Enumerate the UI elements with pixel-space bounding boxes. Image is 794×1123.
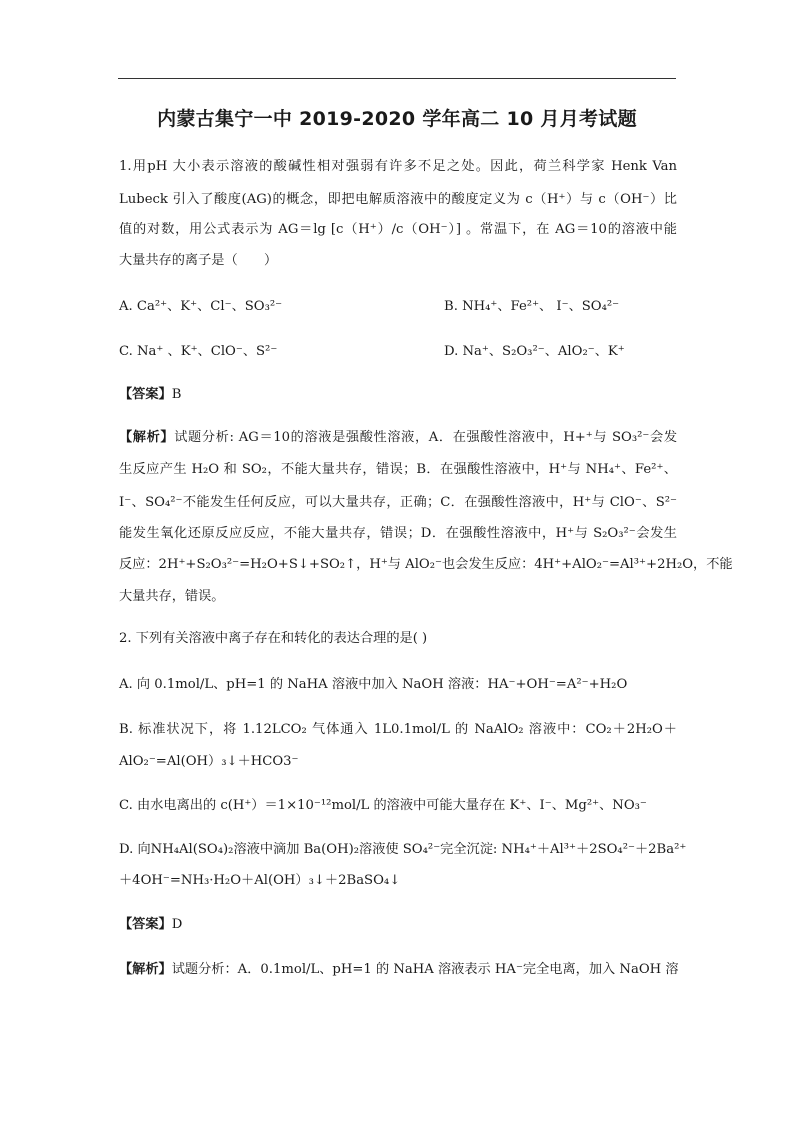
q2-analysis-text-1: 试题分析：A．0.1mol/L、pH=1 的 NaHA 溶液表示 HA⁻完全电离，加入 NaOH 溶: [171, 962, 679, 977]
q1-analysis-line-1: [119, 428, 677, 448]
q2-option-d-line-1: D. 向NH₄Al(SO₄)₂溶液中滴加 Ba(OH)₂溶液使 SO₄²⁻完全沉淀: NH₄⁺＋Al³⁺＋2SO₄²⁻＋2Ba²⁺: [119, 842, 687, 857]
q1-option-b: B. NH₄⁺、Fe²⁺、 I⁻、SO₄²⁻: [444, 299, 620, 314]
q2-option-c: C. 由水电离出的 c(H⁺）＝1×10⁻¹²mol/L 的溶液中可能大量存在 K⁺、I⁻、Mg²⁺、NO₃⁻: [119, 798, 647, 813]
q1-analysis-tag: 【解析】: [119, 430, 175, 445]
q1-option-d: D. Na⁺、S₂O₃²⁻、AlO₂⁻、K⁺: [444, 344, 625, 359]
page-title: 内蒙古集宁一中 2019-2020 学年高二 10 月月考试题: [157, 108, 637, 130]
q1-analysis-line-4: 能发生氧化还原反应反应，不能大量共存，错误；D．在强酸性溶液中，H⁺与 S₂O₃²⁻会发生: [119, 526, 677, 541]
q2-stem: 2. 下列有关溶液中离子存在和转化的表达合理的是( ): [119, 631, 428, 646]
q1-answer-value: B: [171, 387, 182, 402]
q1-stem-line-3: 值的对数，用公式表示为 AG＝lg [c（H⁺）/c（OH⁻）] 。常温下，在 AG＝10的溶液中能: [119, 222, 677, 237]
q2-analysis-tag: 【解析】: [119, 962, 172, 977]
q1-analysis-line-5: 反应：2H⁺+S₂O₃²⁻=H₂O+S↓+SO₂↑，H⁺与 AlO₂⁻也会发生反应：4H⁺+AlO₂⁻=Al³⁺+2H₂O，不能: [119, 557, 733, 572]
q2-option-d-line-2: ＋4OH⁻=NH₃·H₂O＋Al(OH）₃↓＋2BaSO₄↓: [119, 873, 401, 888]
q1-stem-line-1: 1.用pH 大小表示溶液的酸碱性相对强弱有许多不足之处。因此，荷兰科学家 Henk Van: [119, 159, 677, 174]
q1-answer-tag: 【答案】: [119, 387, 172, 402]
q1-analysis-line-3: I⁻、SO₄²⁻不能发生任何反应，可以大量共存，正确；C．在强酸性溶液中，H⁺与 ClO⁻、S²⁻: [119, 495, 677, 510]
q2-answer-tag: 【答案】: [119, 917, 172, 932]
q1-stem-line-4: 大量共存的离子是（ ）: [119, 253, 278, 268]
q2-option-a: A. 向 0.1mol/L、pH=1 的 NaHA 溶液中加入 NaOH 溶液：HA⁻+OH⁻=A²⁻+H₂O: [119, 677, 628, 692]
q2-answer: [119, 915, 677, 935]
q1-analysis-text-1: 试题分析: AG＝10的溶液是强酸性溶液，A．在强酸性溶液中，H+⁺与 SO₃²⁻会发: [174, 430, 678, 445]
q1-option-a: A. Ca²⁺、K⁺、Cl⁻、SO₃²⁻: [119, 299, 283, 314]
q1-answer: [119, 385, 677, 405]
q1-analysis-line-2: 生反应产生 H₂O 和 SO₂，不能大量共存，错误；B．在强酸性溶液中，H⁺与 NH₄⁺、Fe²⁺、: [119, 462, 677, 477]
q2-analysis-line-1: [119, 960, 677, 980]
q2-answer-value: D: [171, 917, 183, 932]
q2-option-b-line-1: B. 标准状况下，将 1.12LCO₂ 气体通入 1L0.1mol/L 的 NaAlO₂ 溶液中：CO₂＋2H₂O＋: [119, 722, 677, 737]
q1-option-c: C. Na⁺ 、K⁺、ClO⁻、S²⁻: [119, 344, 278, 359]
q1-analysis-line-6: 大量共存，错误。: [119, 589, 225, 604]
header-rule: [118, 78, 676, 79]
q2-option-b-line-2: AlO₂⁻=Al(OH）₃↓＋HCO3⁻: [119, 754, 299, 769]
q1-stem-line-2: Lubeck 引入了酸度(AG)的概念，即把电解质溶液中的酸度定义为 c（H⁺）与 c（OH⁻）比: [119, 192, 677, 207]
